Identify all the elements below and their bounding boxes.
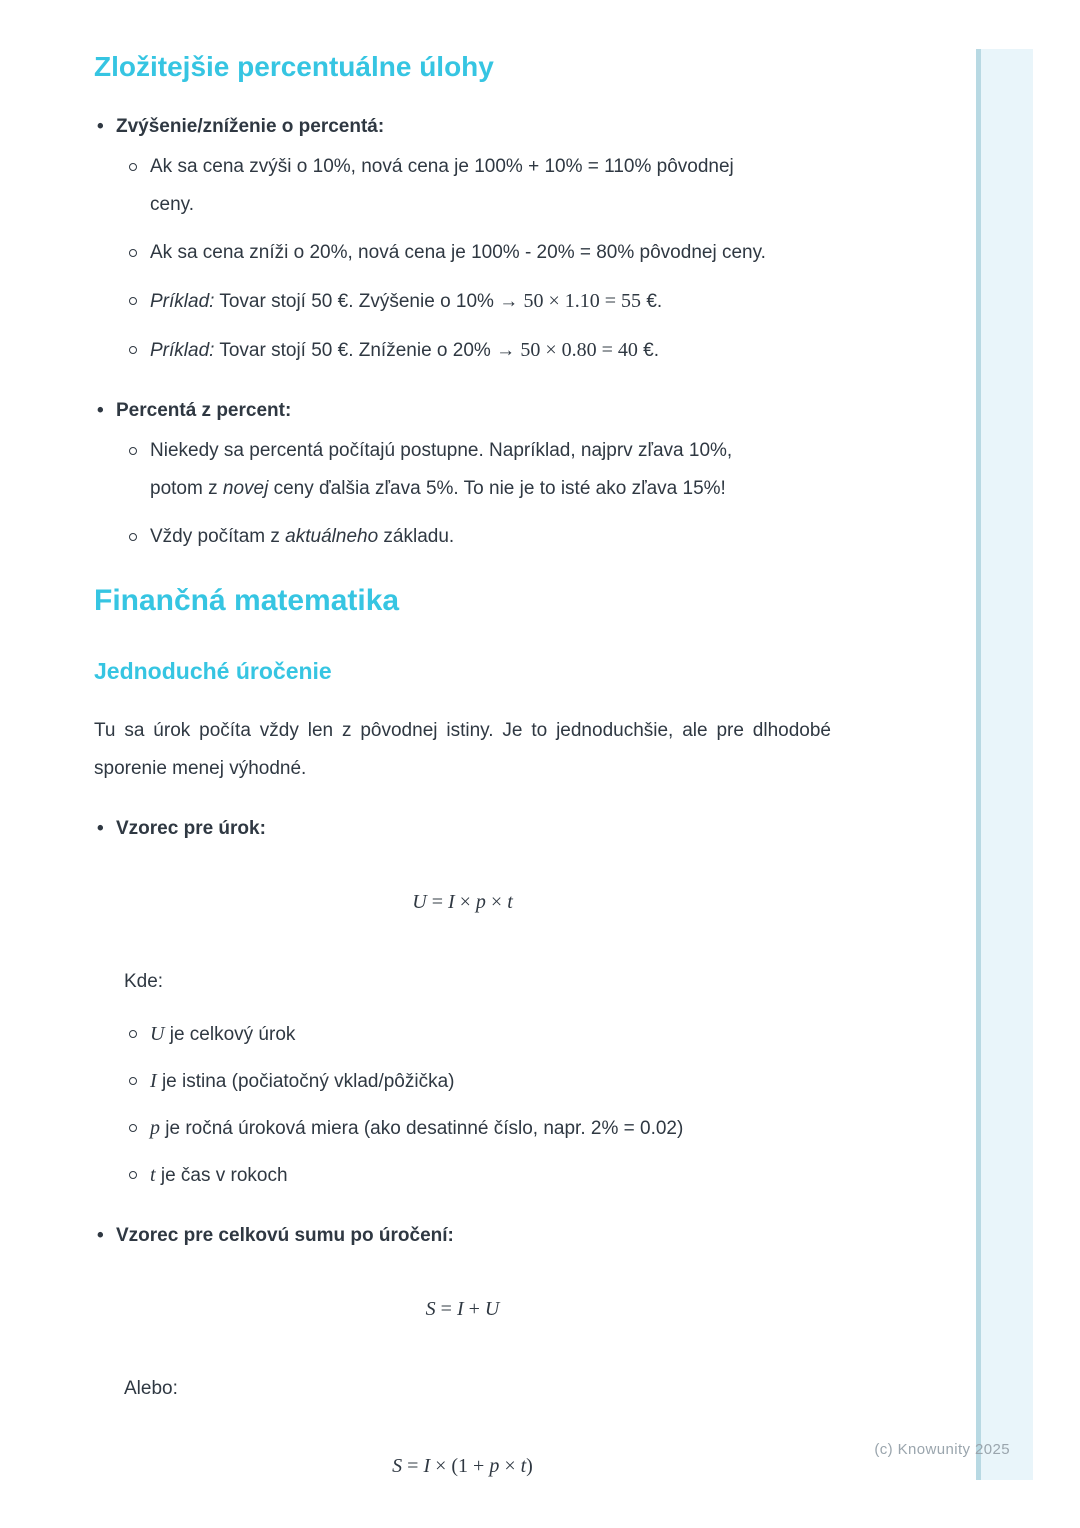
circle-bullet-icon xyxy=(129,346,137,354)
text-run: ceny ďalšia zľava 5%. To nie je to isté ako zľava 15%! xyxy=(268,478,726,499)
list-item-title xyxy=(94,814,831,844)
text-run: Tovar stojí 50 €. Zvýšenie o 10% → xyxy=(214,291,524,312)
list-item xyxy=(94,148,831,224)
text-run: €. xyxy=(641,291,663,312)
text-run: p xyxy=(489,1455,500,1477)
text-run: základu. xyxy=(378,526,455,547)
list-item-text xyxy=(150,1165,288,1186)
text-run: Ak sa cena zníži o 20%, nová cena je 100% - 20% = 80% pôvodnej ceny. xyxy=(150,242,766,263)
list-item xyxy=(94,234,831,272)
text-run: t xyxy=(150,1164,156,1186)
copyright-watermark: (c) Knowunity 2025 xyxy=(874,1441,1010,1458)
document-content xyxy=(94,50,831,1527)
text-run: I xyxy=(423,1455,431,1477)
list-item-text xyxy=(150,1118,683,1139)
text-run: = xyxy=(402,1455,424,1477)
subsection-heading-simple-interest: Jednoduché úročenie xyxy=(94,658,332,684)
disc-bullet-icon: • xyxy=(97,116,104,137)
list-item xyxy=(94,1062,831,1101)
circle-bullet-icon xyxy=(129,447,137,455)
text-run: × xyxy=(454,891,476,913)
text-run: ) xyxy=(526,1455,533,1477)
text-run: je istina (počiatočný vklad/pôžička) xyxy=(156,1071,455,1092)
circle-bullet-icon xyxy=(129,1030,137,1038)
text-run: 50 × 0.80 = 40 xyxy=(520,339,638,361)
section-heading-financial-math: Finančná matematika xyxy=(94,584,400,617)
section-heading-complex-percentages: Zložitejšie percentuálne úlohy xyxy=(94,51,494,82)
text-run: S xyxy=(392,1455,403,1477)
list-item-text xyxy=(150,291,662,312)
text-run: U xyxy=(484,1298,500,1320)
text-run: × xyxy=(499,1455,521,1477)
text-run: I xyxy=(150,1070,157,1092)
circle-bullet-icon xyxy=(129,249,137,257)
text-run: 50 × 1.10 = 55 xyxy=(523,290,642,312)
text-run: p xyxy=(150,1117,160,1139)
disc-bullet-icon: • xyxy=(97,818,104,839)
text-run: novej xyxy=(222,478,269,499)
formula-interest xyxy=(94,888,831,915)
list-item xyxy=(94,1109,831,1148)
circle-bullet-icon xyxy=(129,163,137,171)
text-run: U xyxy=(150,1023,165,1045)
list-item-text xyxy=(150,340,659,361)
disc-bullet-icon: • xyxy=(97,1225,104,1246)
text-run: Niekedy sa percentá počítajú postupne. Napríklad, najprv zľava 10%, potom z xyxy=(150,440,733,499)
list-percent-increase-decrease xyxy=(94,112,831,370)
right-margin-stripe xyxy=(976,49,1033,1480)
text-run: t xyxy=(520,1455,527,1477)
list-item xyxy=(94,432,831,508)
circle-bullet-icon xyxy=(129,1124,137,1132)
circle-bullet-icon xyxy=(129,1077,137,1085)
circle-bullet-icon xyxy=(129,297,137,305)
circle-bullet-icon xyxy=(129,533,137,541)
text-run: t xyxy=(507,891,513,913)
list-item-title-text: Percentá z percent: xyxy=(116,400,292,421)
intro-paragraph: Tu sa úrok počíta vždy len z pôvodnej istiny. Je to jednoduchšie, ale pre dlhodobé sporenie menej výhodné. xyxy=(94,720,831,779)
text-run: = xyxy=(426,891,448,913)
text-run: × xyxy=(485,891,508,913)
list-item xyxy=(94,1015,831,1054)
text-run: je čas v rokoch xyxy=(155,1165,288,1186)
list-item-text xyxy=(150,526,454,547)
text-run: I xyxy=(447,891,455,913)
formula-total-sum-expanded xyxy=(94,1452,831,1479)
text-run: aktuálneho xyxy=(285,526,379,547)
text-run: je ročná úroková miera (ako desatinné číslo, napr. 2% = 0.02) xyxy=(160,1118,684,1139)
list-item-text xyxy=(150,1024,295,1045)
text-run: Príklad: xyxy=(150,340,215,361)
text-run: Vždy počítam z xyxy=(150,526,286,547)
text-run: × (1 + xyxy=(430,1455,490,1477)
list-item xyxy=(94,518,831,556)
list-item-title-text: Vzorec pre celkovú sumu po úročení: xyxy=(116,1225,454,1246)
list-item-text xyxy=(150,440,732,499)
list-item-text xyxy=(150,156,734,215)
list-item xyxy=(94,282,831,321)
list-item-text xyxy=(150,1071,454,1092)
text-run: Ak sa cena zvýši o 10%, nová cena je 100% + 10% = 110% pôvodnej ceny. xyxy=(150,156,734,215)
circle-bullet-icon xyxy=(129,1171,137,1179)
list-item xyxy=(94,1156,831,1195)
list-item xyxy=(94,331,831,370)
list-item-text xyxy=(150,242,766,263)
list-item-title xyxy=(94,1221,831,1251)
list-item-title-text: Vzorec pre úrok: xyxy=(116,818,266,839)
text-run: + xyxy=(463,1298,485,1320)
list-formula-variables xyxy=(94,1015,831,1195)
text-run: S xyxy=(425,1298,436,1320)
text-run: = xyxy=(435,1298,457,1320)
list-item-title xyxy=(94,396,831,426)
list-percent-of-percent xyxy=(94,396,831,556)
text-run: Tovar stojí 50 €. Zníženie o 20% → xyxy=(214,340,521,361)
disc-bullet-icon: • xyxy=(97,400,104,421)
where-label: Kde: xyxy=(124,971,164,992)
text-run: €. xyxy=(637,340,660,361)
text-run: p xyxy=(475,891,486,913)
list-item-title xyxy=(94,112,831,142)
text-run: je celkový úrok xyxy=(164,1024,296,1045)
formula-total-sum xyxy=(94,1295,831,1322)
or-label: Alebo: xyxy=(124,1378,178,1399)
list-item-title-text: Zvýšenie/zníženie o percentá: xyxy=(116,116,385,137)
text-run: I xyxy=(456,1298,464,1320)
text-run: U xyxy=(412,891,427,913)
text-run: Príklad: xyxy=(150,291,215,312)
